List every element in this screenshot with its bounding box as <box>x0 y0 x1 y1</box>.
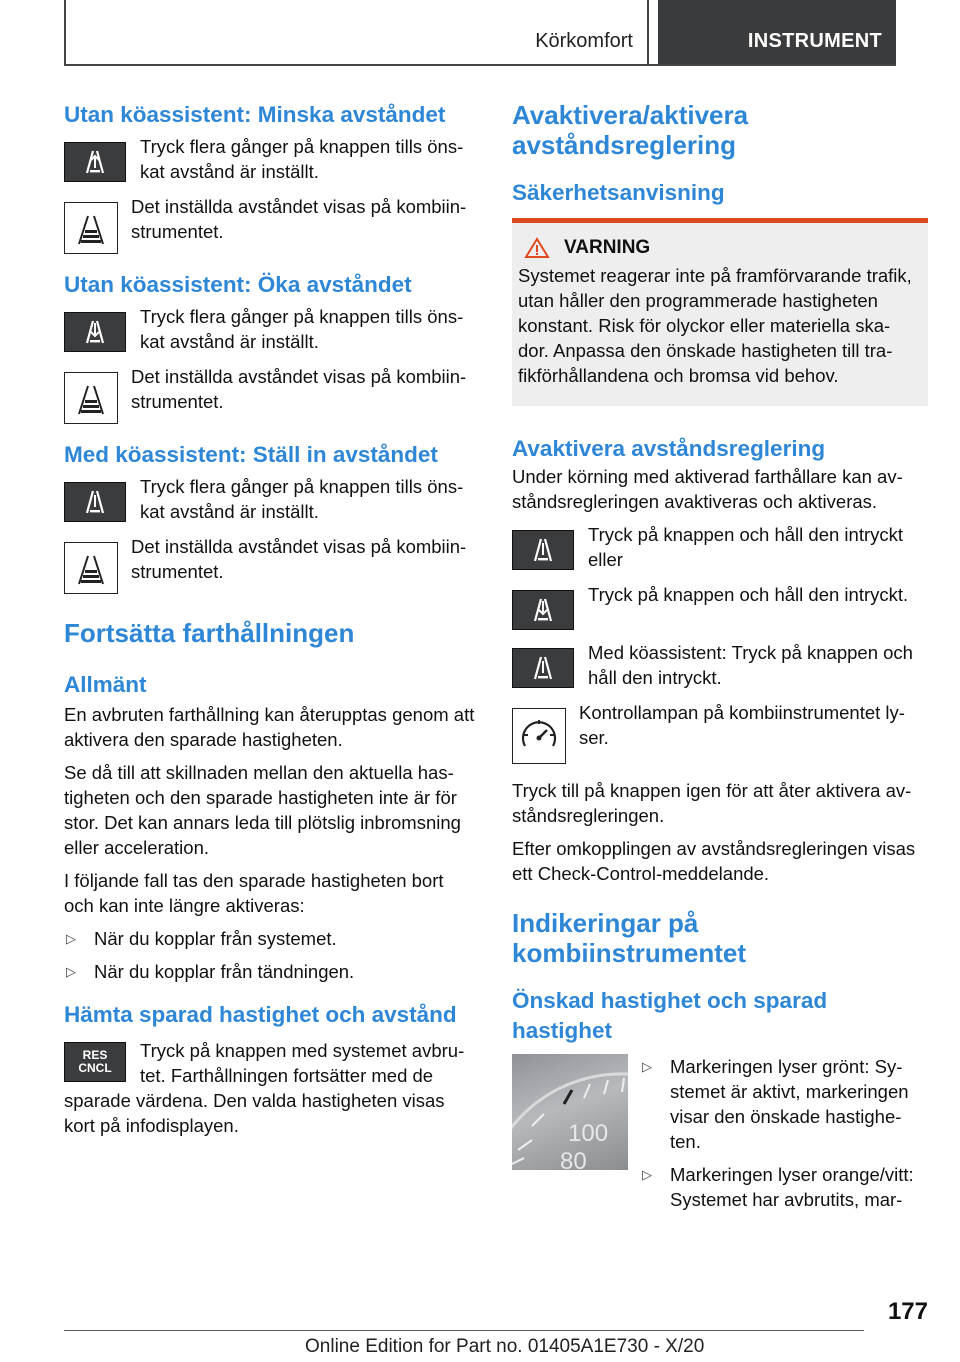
paragraph: Tryck till på knappen igen för att åter aktivera av- ståndsregleringen. <box>512 780 912 826</box>
instruction-text: Med köassistent: Tryck på knappen och håll den intryckt. <box>588 642 913 688</box>
instruction-text: Tryck på knappen och håll den intryckt. <box>588 584 909 605</box>
heading-deactivate-distance: Avaktivera avståndsreglering <box>512 436 826 461</box>
triangle-bullet-icon: ▷ <box>642 1059 652 1074</box>
instruction-row <box>64 138 477 184</box>
indicator-row <box>64 368 477 424</box>
gauge-label-100: 100 <box>568 1120 609 1147</box>
heading-deactivate-activate: Avaktivera/aktivera avståndsreglering <box>512 100 749 160</box>
instruction-row <box>64 478 477 524</box>
instruction-row <box>512 644 928 690</box>
gauge-section <box>512 1054 928 1220</box>
distance-increase-button-icon <box>64 312 126 352</box>
warning-triangle-icon <box>524 237 550 259</box>
paragraph: Se då till att skillnaden mellan den aktuella has- tigheten och den sparade hastigheten inte är för stor. Det kan annars leda till plötslig inbromsning eller acceleration. <box>64 762 461 858</box>
gauge-label-80: 80 <box>560 1148 587 1170</box>
indicator-row <box>64 198 477 254</box>
heading-desired-speed: Önskad hastighet och sparad hastighet <box>512 988 828 1043</box>
warning-body: Systemet reagerar inte på framförvarande trafik, utan håller den programmerade hastigheten konstant. Risk för olyckor eller materiella ska- dor. Anpassa den önskade hastigheten till tra- fikförhållandena och bromsa vid behov. <box>518 265 912 386</box>
header-section-label: Körkomfort <box>535 30 633 52</box>
speedometer-lamp-icon <box>512 708 566 764</box>
header-section-tab <box>64 0 649 64</box>
distance-set-button-icon <box>64 482 126 522</box>
instruction-text: Tryck flera gånger på knappen tills öns- kat avstånd är inställt. <box>140 306 464 352</box>
heading-indications: Indikeringar på kombiinstrumentet <box>512 908 747 968</box>
instruction-row <box>64 308 477 354</box>
left-column <box>64 100 477 1138</box>
indicator-row <box>512 704 928 764</box>
right-column <box>512 100 928 1220</box>
heading-increase-distance: Utan köassistent: Öka avståndet <box>64 272 412 297</box>
heading-safety-notice: Säkerhetsanvisning <box>512 180 725 205</box>
heading-recall-speed: Hämta sparad hastighet och avstånd <box>64 1002 457 1027</box>
header-chapter-label: INSTRUMENT <box>747 30 882 52</box>
indicator-text: Det inställda avståndet visas på kombiin- strumentet. <box>131 536 467 582</box>
distance-decrease-button-icon <box>64 142 126 182</box>
paragraph: Efter omkopplingen av avståndsregleringen visas ett Check-Control-meddelande. <box>512 838 916 884</box>
instruction-text: Tryck på knappen och håll den intryckt eller <box>588 524 904 570</box>
paragraph: I följande fall tas den sparade hastigheten bort och kan inte längre aktiveras: <box>64 870 444 916</box>
heading-set-distance: Med köassistent: Ställ in avståndet <box>64 442 438 467</box>
list-item-text: Markeringen lyser orange/vitt: Systemet har avbrutits, mar- <box>670 1164 914 1210</box>
indicator-row <box>64 538 477 594</box>
list-item <box>64 959 477 984</box>
warning-box <box>512 218 928 406</box>
list-item <box>640 1162 928 1212</box>
recall-text: Tryck på knappen med systemet avbru- tet. Farthållningen fortsätter med de sparade värdena. Den valda hastigheten visas kort på infodisplayen. <box>64 1040 465 1136</box>
list-item-text: När du kopplar från systemet. <box>94 928 337 949</box>
res-cncl-button-icon: RES CNCL <box>64 1042 126 1082</box>
list-item <box>640 1054 928 1154</box>
footer-edition: Online Edition for Part no. 01405A1E730 - X/20 <box>305 1336 705 1357</box>
heading-reduce-distance: Utan köassistent: Minska avståndet <box>64 102 446 127</box>
header-rule <box>64 64 896 66</box>
paragraph: En avbruten farthållning kan återupptas genom att aktivera den sparade hastigheten. <box>64 704 475 750</box>
heading-resume-cruise: Fortsätta farthållningen <box>64 618 355 648</box>
distance-set-button-icon <box>512 648 574 688</box>
list-item-text: När du kopplar från tändningen. <box>94 961 355 982</box>
instruction-text: Tryck flera gånger på knappen tills öns- kat avstånd är inställt. <box>140 476 464 522</box>
triangle-bullet-icon: ▷ <box>66 964 76 979</box>
triangle-bullet-icon: ▷ <box>642 1167 652 1182</box>
recall-block <box>64 1038 477 1138</box>
distance-indicator-icon <box>64 372 118 424</box>
distance-indicator-icon <box>64 542 118 594</box>
instruction-row <box>512 586 928 630</box>
heading-general: Allmänt <box>64 672 147 697</box>
list-item-text: Markeringen lyser grönt: Sy- stemet är aktivt, markeringen visar den önskade hastighe- ten. <box>670 1056 909 1152</box>
warning-title <box>518 237 922 259</box>
gauge-bullets <box>640 1054 928 1220</box>
instruction-text: Tryck flera gånger på knappen tills öns- kat avstånd är inställt. <box>140 136 464 182</box>
distance-increase-button-icon <box>512 590 574 630</box>
speedometer-gauge-image <box>512 1054 628 1170</box>
indicator-text: Det inställda avståndet visas på kombiin- strumentet. <box>131 366 467 412</box>
distance-indicator-icon <box>64 202 118 254</box>
triangle-bullet-icon: ▷ <box>66 931 76 946</box>
instruction-row <box>512 526 928 572</box>
indicator-text: Kontrollampan på kombiinstrumentet ly- ser. <box>579 702 905 748</box>
page-number: 177 <box>887 1298 928 1325</box>
paragraph: Under körning med aktiverad farthållare kan av- ståndsregleringen avaktiveras och aktiveras. <box>512 466 903 512</box>
footer-rule <box>64 1330 864 1331</box>
indicator-text: Det inställda avståndet visas på kombiin- strumentet. <box>131 196 467 242</box>
warning-label: VARNING <box>564 237 651 258</box>
header-chapter-tab <box>658 0 896 64</box>
distance-set-button-icon <box>512 530 574 570</box>
list-item <box>64 926 477 951</box>
